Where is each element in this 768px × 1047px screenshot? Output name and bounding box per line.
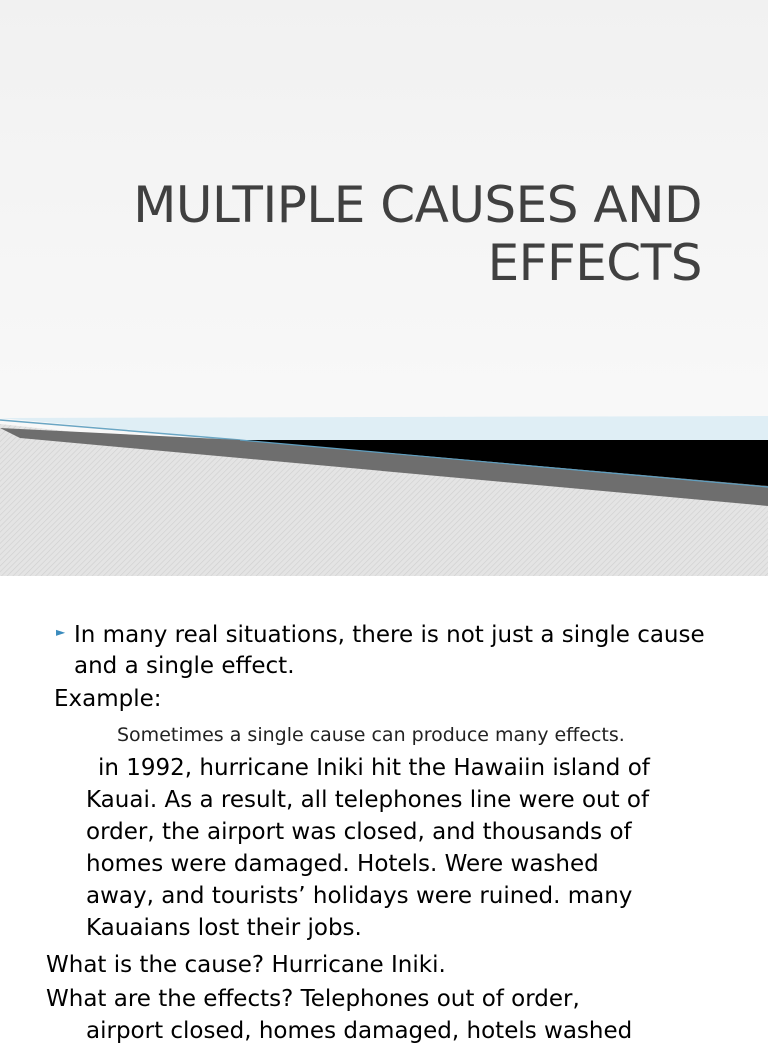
- story-line-1: in 1992, hurricane Iniki hit the Hawaiin island of: [98, 755, 650, 781]
- story-line-2: Kauai. As a result, all telephones line were out of: [86, 787, 650, 813]
- sub-point: Sometimes a single cause can produce many effects.: [117, 724, 625, 746]
- story-line-4: homes were damaged. Hotels. Were washed: [86, 851, 599, 877]
- bullet-text: In many real situations, there is not just a single cause and a single effect.: [74, 622, 705, 679]
- bullet-item: [56, 620, 736, 682]
- story-line-3: order, the airport was closed, and thousands of: [86, 819, 632, 845]
- story-line-5: away, and tourists’ holidays were ruined. many: [86, 883, 633, 909]
- example-label: Example:: [54, 686, 162, 712]
- title-line-2: EFFECTS: [487, 234, 702, 292]
- title-line-1: MULTIPLE CAUSES AND: [133, 176, 702, 234]
- content-slide: [0, 576, 768, 1044]
- question-effects-continued: airport closed, homes damaged, hotels washed: [86, 1018, 633, 1044]
- question-cause: What is the cause? Hurricane Iniki.: [46, 952, 446, 978]
- question-effects: What are the effects? Telephones out of order,: [46, 986, 580, 1012]
- story-line-6: Kauaians lost their jobs.: [86, 915, 362, 941]
- story-paragraph: [86, 752, 736, 944]
- triangle-bullet-icon: ►: [56, 625, 66, 639]
